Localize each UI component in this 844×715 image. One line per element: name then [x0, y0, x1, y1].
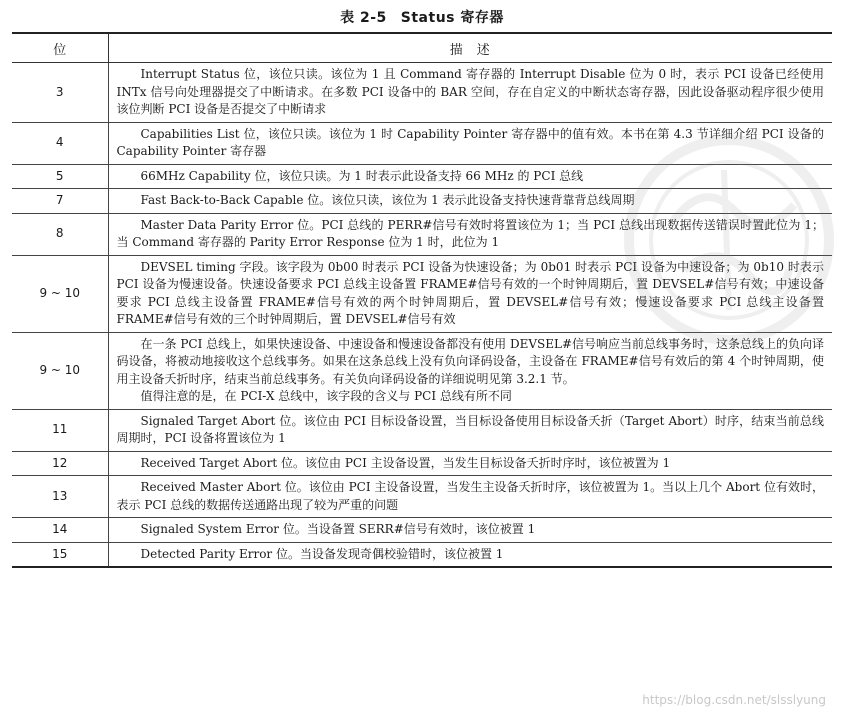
description-cell — [108, 164, 832, 189]
table-title: Status 寄存器 — [400, 10, 504, 26]
bit-cell: 12 — [12, 451, 108, 476]
bit-cell: 14 — [12, 518, 108, 543]
page — [12, 0, 832, 715]
bit-cell: 11 — [12, 409, 108, 451]
description-cell — [108, 332, 832, 409]
description-paragraph: Detected Parity Error 位。当设备发现奇偶校验错时，该位被置 1 — [140, 546, 504, 561]
bit-cell: 7 — [12, 189, 108, 214]
table-row — [12, 542, 832, 567]
description-paragraph: DEVSEL timing 字段。该字段为 0b00 时表示 PCI 设备为快速设备；为 0b01 时表示 PCI 设备为中速设备；为 0b10 时表示 PCI 设备为慢速设备。快速设备要求 PCI 总线主设备置 FRAME#信号有效的一个时钟周期后，置 DEVSEL#信号有效；中速设备要求 PCI 总线主设备置 FRAME#信号有效的两个时钟周期后，置 DEVSEL#信号有效；慢速设备要求 PCI 总线主设备置 FRAME#信号有效的三个时钟周期后，置 DEVSEL#信号有效 — [116, 259, 824, 326]
description-cell — [108, 476, 832, 518]
table-row — [12, 451, 832, 476]
table-row — [12, 518, 832, 543]
bit-cell: 4 — [12, 122, 108, 164]
table-row — [12, 255, 832, 332]
table-row — [12, 189, 832, 214]
bit-cell: 9 ~ 10 — [12, 332, 108, 409]
description-cell — [108, 189, 832, 214]
description-cell — [108, 409, 832, 451]
table-row — [12, 409, 832, 451]
status-register-table — [12, 32, 832, 568]
description-paragraph: Master Data Parity Error 位。PCI 总线的 PERR#信号有效时将置该位为 1；当 PCI 总线出现数据传送错误时置此位为 1；当 Command 寄存器的 Parity Error Response 位为 1 时，此位为 1 — [116, 217, 824, 249]
description-cell — [108, 451, 832, 476]
bit-cell: 5 — [12, 164, 108, 189]
table-header-row — [12, 33, 832, 63]
bit-cell: 8 — [12, 213, 108, 255]
description-cell — [108, 542, 832, 567]
description-cell — [108, 255, 832, 332]
description-paragraph: 66MHz Capability 位，该位只读。为 1 时表示此设备支持 66 MHz 的 PCI 总线 — [140, 168, 584, 183]
header-description: 描述 — [108, 33, 832, 63]
table-row — [12, 122, 832, 164]
bit-cell: 15 — [12, 542, 108, 567]
table-row — [12, 332, 832, 409]
url-watermark: https://blog.csdn.net/slsslyung — [642, 693, 826, 707]
description-paragraph: Received Target Abort 位。该位由 PCI 主设备设置，当发生目标设备夭折时序时，该位被置为 1 — [140, 455, 671, 470]
description-paragraph: 值得注意的是，在 PCI-X 总线中，该字段的含义与 PCI 总线有所不同 — [140, 389, 512, 403]
table-row — [12, 63, 832, 123]
description-cell — [108, 122, 832, 164]
description-cell — [108, 63, 832, 123]
table-caption — [12, 4, 832, 32]
description-cell — [108, 518, 832, 543]
bit-cell: 13 — [12, 476, 108, 518]
description-paragraph: Capabilities List 位，该位只读。该位为 1 时 Capability Pointer 寄存器中的值有效。本书在第 4.3 节详细介绍 PCI 设备的 Capability Pointer 寄存器 — [116, 126, 824, 158]
description-paragraph: Fast Back-to-Back Capable 位。该位只读，该位为 1 表示此设备支持快速背靠背总线周期 — [140, 193, 635, 207]
description-paragraph: Signaled System Error 位。当设备置 SERR#信号有效时，该位被置 1 — [140, 522, 536, 536]
table-body — [12, 63, 832, 568]
header-bit: 位 — [12, 33, 108, 63]
description-cell — [108, 213, 832, 255]
table-number: 表 2-5 — [340, 10, 387, 26]
table-row — [12, 213, 832, 255]
description-paragraph: Interrupt Status 位，该位只读。该位为 1 且 Command 寄存器的 Interrupt Disable 位为 0 时，表示 PCI 设备已经使用 INTx 信号向处理器提交了中断请求。在多数 PCI 设备中的 BAR 空间，存在自定义的中断状态寄存器，因此设备驱动程序很少使用该位判断 PCI 设备是否提交了中断请求 — [116, 67, 824, 116]
description-paragraph: 在一条 PCI 总线上，如果快速设备、中速设备和慢速设备都没有使用 DEVSEL#信号响应当前总线事务时，这条总线上的负向译码设备，将被动地接收这个总线事务。如果在这条总线上没有负向译码设备，主设备在 FRAME#信号有效后的第 4 个时钟周期，使用主设备夭折时序，结束当前总线事务。有关负向译码设备的详细说明见第 3.2.1 节。 — [116, 336, 824, 386]
table-row — [12, 476, 832, 518]
bit-cell: 3 — [12, 63, 108, 123]
description-paragraph: Received Master Abort 位。该位由 PCI 主设备设置，当发生主设备夭折时序，该位被置为 1。当以上几个 Abort 位有效时，表示 PCI 总线的数据传送通路出现了较为严重的问题 — [116, 480, 824, 512]
description-paragraph: Signaled Target Abort 位。该位由 PCI 目标设备设置，当目标设备使用目标设备夭折（Target Abort）时序，结束当前总线周期时，PCI 设备将置该位为 1 — [116, 413, 824, 445]
table-row — [12, 164, 832, 189]
bit-cell: 9 ~ 10 — [12, 255, 108, 332]
